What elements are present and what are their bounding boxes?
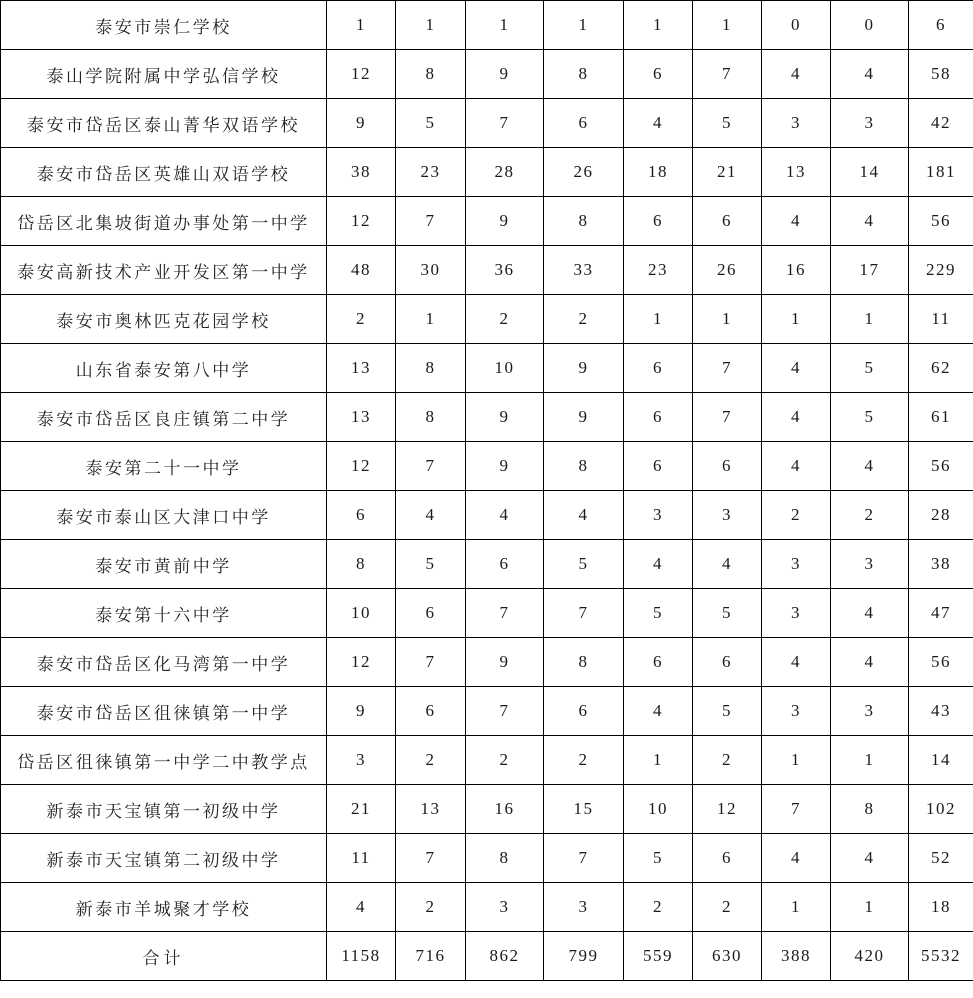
total-value-cell: 559 xyxy=(624,932,693,981)
value-cell: 6 xyxy=(544,687,624,736)
value-cell: 11 xyxy=(909,295,973,344)
school-name-cell: 泰安高新技术产业开发区第一中学 xyxy=(1,246,327,295)
value-cell: 8 xyxy=(544,197,624,246)
value-cell: 6 xyxy=(624,393,693,442)
value-cell: 9 xyxy=(466,197,544,246)
value-cell: 18 xyxy=(909,883,973,932)
value-cell: 4 xyxy=(624,99,693,148)
value-cell: 1 xyxy=(693,295,762,344)
value-cell: 3 xyxy=(624,491,693,540)
value-cell: 8 xyxy=(544,638,624,687)
value-cell: 4 xyxy=(762,442,831,491)
value-cell: 7 xyxy=(396,638,466,687)
value-cell: 7 xyxy=(544,834,624,883)
value-cell: 8 xyxy=(396,50,466,99)
value-cell: 47 xyxy=(909,589,973,638)
value-cell: 2 xyxy=(762,491,831,540)
value-cell: 3 xyxy=(762,540,831,589)
value-cell: 5 xyxy=(396,540,466,589)
value-cell: 1 xyxy=(624,736,693,785)
value-cell: 28 xyxy=(466,148,544,197)
value-cell: 9 xyxy=(466,638,544,687)
value-cell: 7 xyxy=(396,834,466,883)
value-cell: 229 xyxy=(909,246,973,295)
table-row xyxy=(1,736,973,785)
total-value-cell: 420 xyxy=(831,932,909,981)
value-cell: 3 xyxy=(466,883,544,932)
value-cell: 13 xyxy=(327,393,396,442)
value-cell: 56 xyxy=(909,442,973,491)
school-name-cell: 泰安市泰山区大津口中学 xyxy=(1,491,327,540)
school-name-cell: 山东省泰安第八中学 xyxy=(1,344,327,393)
value-cell: 4 xyxy=(831,589,909,638)
value-cell: 8 xyxy=(544,442,624,491)
table-row xyxy=(1,687,973,736)
total-label: 合计 xyxy=(1,932,327,981)
value-cell: 7 xyxy=(762,785,831,834)
school-name-cell: 泰安市岱岳区徂徕镇第一中学 xyxy=(1,687,327,736)
value-cell: 3 xyxy=(327,736,396,785)
value-cell: 28 xyxy=(909,491,973,540)
school-name-cell: 泰安市岱岳区泰山菁华双语学校 xyxy=(1,99,327,148)
total-value-cell: 1158 xyxy=(327,932,396,981)
table-row xyxy=(1,246,973,295)
value-cell: 2 xyxy=(396,736,466,785)
value-cell: 4 xyxy=(831,50,909,99)
table-row xyxy=(1,638,973,687)
value-cell: 4 xyxy=(831,834,909,883)
table-row xyxy=(1,295,973,344)
value-cell: 2 xyxy=(693,736,762,785)
value-cell: 7 xyxy=(396,442,466,491)
value-cell: 8 xyxy=(544,50,624,99)
table-row xyxy=(1,393,973,442)
value-cell: 3 xyxy=(762,99,831,148)
value-cell: 8 xyxy=(396,344,466,393)
value-cell: 6 xyxy=(693,638,762,687)
value-cell: 1 xyxy=(762,883,831,932)
value-cell: 1 xyxy=(396,295,466,344)
table-row xyxy=(1,1,973,50)
school-name-cell: 泰安市崇仁学校 xyxy=(1,1,327,50)
value-cell: 6 xyxy=(909,1,973,50)
value-cell: 7 xyxy=(396,197,466,246)
value-cell: 21 xyxy=(327,785,396,834)
school-name-cell: 泰安市黄前中学 xyxy=(1,540,327,589)
table-row xyxy=(1,883,973,932)
value-cell: 5 xyxy=(693,687,762,736)
value-cell: 4 xyxy=(762,638,831,687)
table-row xyxy=(1,197,973,246)
value-cell: 9 xyxy=(466,393,544,442)
value-cell: 13 xyxy=(327,344,396,393)
value-cell: 8 xyxy=(327,540,396,589)
value-cell: 9 xyxy=(327,99,396,148)
value-cell: 38 xyxy=(909,540,973,589)
value-cell: 4 xyxy=(831,638,909,687)
value-cell: 16 xyxy=(466,785,544,834)
value-cell: 5 xyxy=(624,834,693,883)
value-cell: 9 xyxy=(327,687,396,736)
value-cell: 6 xyxy=(624,50,693,99)
value-cell: 4 xyxy=(327,883,396,932)
school-name-cell: 泰安市奥林匹克花园学校 xyxy=(1,295,327,344)
value-cell: 13 xyxy=(396,785,466,834)
value-cell: 10 xyxy=(624,785,693,834)
value-cell: 58 xyxy=(909,50,973,99)
table-row xyxy=(1,491,973,540)
school-name-cell: 新泰市天宝镇第二初级中学 xyxy=(1,834,327,883)
value-cell: 12 xyxy=(327,442,396,491)
table-row xyxy=(1,442,973,491)
school-name-cell: 新泰市羊城聚才学校 xyxy=(1,883,327,932)
table-row xyxy=(1,99,973,148)
value-cell: 3 xyxy=(831,99,909,148)
value-cell: 6 xyxy=(396,687,466,736)
value-cell: 4 xyxy=(762,50,831,99)
table-row xyxy=(1,540,973,589)
value-cell: 8 xyxy=(831,785,909,834)
table-body xyxy=(1,1,973,981)
value-cell: 1 xyxy=(762,736,831,785)
value-cell: 4 xyxy=(831,442,909,491)
value-cell: 181 xyxy=(909,148,973,197)
value-cell: 26 xyxy=(693,246,762,295)
value-cell: 7 xyxy=(693,393,762,442)
value-cell: 4 xyxy=(762,393,831,442)
value-cell: 9 xyxy=(544,344,624,393)
value-cell: 0 xyxy=(831,1,909,50)
value-cell: 56 xyxy=(909,638,973,687)
value-cell: 4 xyxy=(762,344,831,393)
value-cell: 3 xyxy=(762,589,831,638)
value-cell: 5 xyxy=(831,344,909,393)
value-cell: 2 xyxy=(693,883,762,932)
school-name-cell: 泰安市岱岳区英雄山双语学校 xyxy=(1,148,327,197)
value-cell: 48 xyxy=(327,246,396,295)
value-cell: 56 xyxy=(909,197,973,246)
value-cell: 6 xyxy=(693,197,762,246)
total-value-cell: 388 xyxy=(762,932,831,981)
school-name-cell: 岱岳区北集坡街道办事处第一中学 xyxy=(1,197,327,246)
value-cell: 1 xyxy=(831,736,909,785)
value-cell: 6 xyxy=(624,442,693,491)
value-cell: 102 xyxy=(909,785,973,834)
value-cell: 7 xyxy=(693,50,762,99)
value-cell: 2 xyxy=(544,295,624,344)
value-cell: 5 xyxy=(624,589,693,638)
value-cell: 6 xyxy=(693,834,762,883)
value-cell: 2 xyxy=(624,883,693,932)
value-cell: 4 xyxy=(624,540,693,589)
value-cell: 5 xyxy=(544,540,624,589)
value-cell: 1 xyxy=(466,1,544,50)
school-name-cell: 泰安市岱岳区化马湾第一中学 xyxy=(1,638,327,687)
value-cell: 10 xyxy=(327,589,396,638)
table-row xyxy=(1,50,973,99)
value-cell: 36 xyxy=(466,246,544,295)
school-name-cell: 新泰市天宝镇第一初级中学 xyxy=(1,785,327,834)
table-row xyxy=(1,834,973,883)
value-cell: 9 xyxy=(466,442,544,491)
school-name-cell: 泰安第二十一中学 xyxy=(1,442,327,491)
value-cell: 11 xyxy=(327,834,396,883)
value-cell: 6 xyxy=(396,589,466,638)
value-cell: 1 xyxy=(624,1,693,50)
value-cell: 1 xyxy=(624,295,693,344)
total-value-cell: 799 xyxy=(544,932,624,981)
value-cell: 61 xyxy=(909,393,973,442)
value-cell: 18 xyxy=(624,148,693,197)
value-cell: 6 xyxy=(466,540,544,589)
value-cell: 8 xyxy=(466,834,544,883)
value-cell: 62 xyxy=(909,344,973,393)
value-cell: 7 xyxy=(466,99,544,148)
table-row xyxy=(1,589,973,638)
value-cell: 6 xyxy=(327,491,396,540)
value-cell: 21 xyxy=(693,148,762,197)
school-name-cell: 泰安市岱岳区良庄镇第二中学 xyxy=(1,393,327,442)
value-cell: 17 xyxy=(831,246,909,295)
value-cell: 15 xyxy=(544,785,624,834)
value-cell: 5 xyxy=(831,393,909,442)
value-cell: 2 xyxy=(396,883,466,932)
value-cell: 6 xyxy=(624,638,693,687)
value-cell: 33 xyxy=(544,246,624,295)
value-cell: 6 xyxy=(624,344,693,393)
value-cell: 1 xyxy=(693,1,762,50)
value-cell: 52 xyxy=(909,834,973,883)
value-cell: 7 xyxy=(466,687,544,736)
value-cell: 7 xyxy=(693,344,762,393)
value-cell: 2 xyxy=(831,491,909,540)
value-cell: 42 xyxy=(909,99,973,148)
school-name-cell: 岱岳区徂徕镇第一中学二中教学点 xyxy=(1,736,327,785)
total-value-cell: 862 xyxy=(466,932,544,981)
value-cell: 23 xyxy=(396,148,466,197)
value-cell: 3 xyxy=(544,883,624,932)
value-cell: 10 xyxy=(466,344,544,393)
value-cell: 14 xyxy=(909,736,973,785)
value-cell: 0 xyxy=(762,1,831,50)
value-cell: 8 xyxy=(396,393,466,442)
value-cell: 5 xyxy=(693,99,762,148)
value-cell: 1 xyxy=(396,1,466,50)
value-cell: 4 xyxy=(762,197,831,246)
value-cell: 30 xyxy=(396,246,466,295)
value-cell: 16 xyxy=(762,246,831,295)
table-row xyxy=(1,148,973,197)
value-cell: 6 xyxy=(693,442,762,491)
value-cell: 1 xyxy=(762,295,831,344)
total-value-cell: 630 xyxy=(693,932,762,981)
value-cell: 13 xyxy=(762,148,831,197)
value-cell: 4 xyxy=(624,687,693,736)
value-cell: 14 xyxy=(831,148,909,197)
value-cell: 12 xyxy=(327,50,396,99)
value-cell: 7 xyxy=(466,589,544,638)
value-cell: 2 xyxy=(327,295,396,344)
total-row xyxy=(1,932,973,981)
value-cell: 23 xyxy=(624,246,693,295)
value-cell: 3 xyxy=(762,687,831,736)
value-cell: 1 xyxy=(544,1,624,50)
value-cell: 26 xyxy=(544,148,624,197)
value-cell: 12 xyxy=(327,197,396,246)
value-cell: 1 xyxy=(831,883,909,932)
value-cell: 5 xyxy=(693,589,762,638)
value-cell: 9 xyxy=(466,50,544,99)
value-cell: 12 xyxy=(693,785,762,834)
total-value-cell: 716 xyxy=(396,932,466,981)
value-cell: 2 xyxy=(466,736,544,785)
value-cell: 7 xyxy=(544,589,624,638)
value-cell: 9 xyxy=(544,393,624,442)
value-cell: 6 xyxy=(544,99,624,148)
value-cell: 4 xyxy=(466,491,544,540)
value-cell: 4 xyxy=(762,834,831,883)
value-cell: 3 xyxy=(831,687,909,736)
value-cell: 12 xyxy=(327,638,396,687)
value-cell: 2 xyxy=(544,736,624,785)
value-cell: 3 xyxy=(831,540,909,589)
table-row xyxy=(1,344,973,393)
value-cell: 6 xyxy=(624,197,693,246)
school-name-cell: 泰山学院附属中学弘信学校 xyxy=(1,50,327,99)
value-cell: 4 xyxy=(693,540,762,589)
value-cell: 1 xyxy=(327,1,396,50)
value-cell: 2 xyxy=(466,295,544,344)
value-cell: 3 xyxy=(693,491,762,540)
table-row xyxy=(1,785,973,834)
school-name-cell: 泰安第十六中学 xyxy=(1,589,327,638)
value-cell: 4 xyxy=(396,491,466,540)
value-cell: 1 xyxy=(831,295,909,344)
value-cell: 38 xyxy=(327,148,396,197)
total-value-cell: 5532 xyxy=(909,932,973,981)
value-cell: 5 xyxy=(396,99,466,148)
value-cell: 4 xyxy=(831,197,909,246)
value-cell: 43 xyxy=(909,687,973,736)
value-cell: 4 xyxy=(544,491,624,540)
